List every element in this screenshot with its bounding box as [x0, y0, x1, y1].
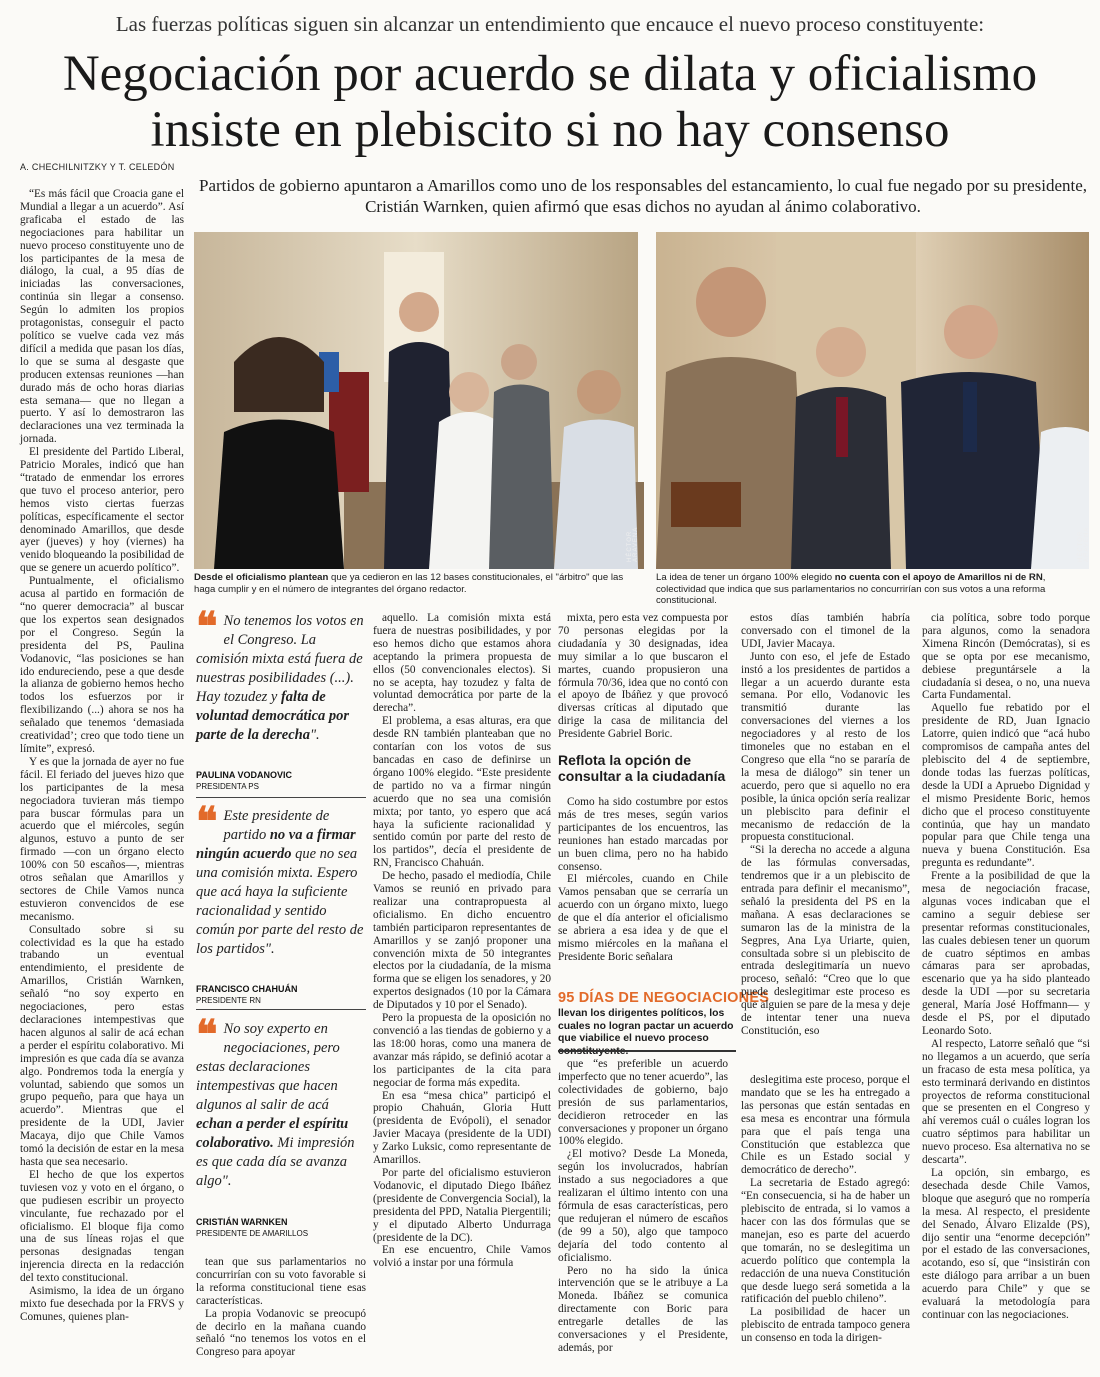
photo-right	[656, 232, 1089, 569]
article-paragraph: “Si la derecha no accede a alguna de las fórmulas conversadas, tendremos que ir a un plebiscito de entrada para definir el mecanismo”, señaló la presidenta del PS en la mañana. A esas declaraciones se sumaron las de la ministra de la Segpres, Ana Lya Uriarte, quien, consultada sobre si un plebiscito de entrada deslegitimaría un nuevo proceso, señaló: “Creo que lo que puede deslegitimar este proceso es que alguien se pare de la mesa y deje de intentar tener una nueva Constitución, eso	[741, 844, 910, 1037]
article-paragraph: La opción, sin embargo, es desechada desde Chile Vamos, bloque que aseguró que no rompería la mesa. Al respecto, el presidente del Senado, Álvaro Elizalde (PS), dijo sentir una “enorme decepción” por el estado de las conversaciones, acotando, eso sí, que “insistirán con este diálogo para arribar a un buen acuerdo para Chile” y que se evaluará la metodología para continuar con las negociaciones.	[922, 1166, 1090, 1321]
photo-left-caption-text: que ya cedieron en las 12 bases constitucionales, el "árbitro" que las haga cumplir y en el número de integrantes del órgano redactor.	[194, 572, 624, 595]
quote-name: PAULINA VODANOVIC	[196, 770, 293, 780]
photo-right-image	[656, 232, 1089, 569]
photo-right-credit: HÉCTOR ARAVENA	[1078, 526, 1090, 562]
quote-mark-icon: ❝	[196, 798, 218, 845]
article-paragraph: El miércoles, cuando en Chile Vamos pensaban que se cerraría un acuerdo con un órgano mixto, luego de que el día anterior el oficialismo se abriera a esa idea y de que el mismo miércoles en la mañana el Presidente Boric señalara	[558, 873, 728, 963]
article-paragraph: De hecho, pasado el mediodía, Chile Vamos se reunió en privado para realizar una contrapropuesta al oficialismo. En dicho encuentro también participaron representantes de Amarillos y se zanjó proponer una convención mixta de 50 integrantes electos por la ciudadanía, de la misma forma que se eligen los senadores, y 20 expertos designados (10 por la Cámara de Diputados y 10 por el Senado).	[373, 870, 551, 1012]
quote-chahuan	[196, 798, 366, 959]
article-paragraph: Pero la propuesta de la oposición no convenció a las tiendas de gobierno y a las 18:00 horas, como una manera de avanzar más rápido, se definió acotar a los participantes de la cita para negociar de forma más expedita.	[373, 1012, 551, 1089]
photo-left-image	[194, 232, 638, 569]
byline: A. CHECHILNITZKY Y T. CELEDÓN	[20, 162, 175, 172]
article-paragraph: ¿El motivo? Desde La Moneda, según los involucrados, habrían instado a sus negociadores a que realizaran el último intento con una fórmula de esas características, pero que redujeran el número de escaños (de 99 a 50), algo que tampoco dejaría del todo contento al oficialismo.	[558, 1148, 728, 1264]
deck: Partidos de gobierno apuntaron a Amarillos como uno de los responsables del estancamiento, lo cual fue negado por su presidente, Cristián Warnken, quien afirmó que esas dichos no ayudan al ánimo colaborativo.	[198, 176, 1088, 216]
article-paragraph: El problema, a esas alturas, era que desde RN también planteaban que no contarían con los votos de sus bancadas en caso de definirse un órgano 100% elegido. “Este presidente de partido no va a firmar ningún acuerdo que no sea una comisión mixta; por tanto, yo espero que acá haya la suficiente racionalidad y sentido común por parte del resto de los partidos”, decía el presidente de RN, Francisco Chahuán.	[373, 715, 551, 870]
photo-right-caption-pre: La idea de tener un órgano 100% elegido	[656, 572, 835, 583]
quote-vodanovic	[196, 603, 366, 745]
quote-divider	[196, 797, 366, 798]
article-column-3	[373, 612, 551, 1370]
quote-name: CRISTIÁN WARNKEN	[196, 1217, 288, 1227]
article-paragraph: cia política, sobre todo porque para algunos, como la senadora Ximena Rincón (Demócratas), si es que se opta por ese mecanismo, debiese preguntársele a la ciudadanía si desea, o no, una nueva Carta Fundamental.	[922, 612, 1090, 702]
article-column-4-bottom	[558, 1058, 728, 1370]
photo-left-caption-bold: Desde el oficialismo plantean	[194, 572, 329, 583]
article-column-4-top	[558, 612, 728, 748]
article-column-4-mid	[558, 796, 728, 980]
article-paragraph: deslegitima este proceso, porque el mandato que se les ha entregado a las personas que están sentadas en esa mesa es encontrar una fórmula para que el país tenga una Constitución que establezca que Chile es un Estado social y democrático de derecho”.	[741, 1074, 910, 1177]
article-paragraph: mixta, pero esta vez compuesta por 70 personas elegidas por la ciudadanía y 30 designadas, idea muy similar a lo que buscaron el martes, cuando propusieron una fórmula 70/36, idea que no contó con el apoyo de Ibáñez y que provocó diversas críticas al diputado que dirige la casa de militancia del Presidente Gabriel Boric.	[558, 612, 728, 741]
quote-mark-icon: ❝	[196, 1011, 218, 1058]
stat-box-title: 95 DÍAS DE NEGOCIACIONES	[558, 990, 770, 1006]
article-paragraph: Por parte del oficialismo estuvieron Vodanovic, el diputado Diego Ibáñez (presidente de Convergencia Social), la presidenta del PPD, Natalia Piergentili; y el diputado Alberto Undurraga (presidente de la DC).	[373, 1166, 551, 1244]
quote-attribution	[196, 1217, 366, 1239]
quote-attribution	[196, 770, 366, 792]
photo-left-credit: HÉCTOR ARAVENA	[627, 526, 639, 562]
article-paragraph: Al respecto, Latorre señaló que “si no llegamos a un acuerdo, que sería un fracaso de esta mesa política, ya esto terminará derivando en distintos proyectos de reforma constitucional que se presenten en el Congreso y ahí veremos cuál o cuáles logran los cuatro séptimos para habilitar un nuevo proceso. Esa alternativa no se descarta”.	[922, 1037, 1090, 1167]
article-paragraph: Pero no ha sido la única intervención que se le atribuye a La Moneda. Ibáñez se comunica directamente con Boric para entregarle detalles de las conversaciones y el Presidente, además, por	[558, 1264, 728, 1354]
article-paragraph: Frente a la posibilidad de que la mesa de negociación fracase, algunas voces indicaban que el camino a seguir debiese ser presentar reformas constitucionales, las cuales debiesen tener un quorum de cuatro séptimos en ambas cámaras para ser aprobadas, escenario que ya ha sido planteado desde la UDI —por su secretaria general, María José Hoffmann— y desde el PS, por el diputado Leonardo Soto.	[922, 870, 1090, 1037]
article-paragraph: tean que sus parlamentarios no concurrirían con su voto favorable si la reforma constitucional tiene esas características.	[196, 1256, 366, 1307]
quote-text-end: Mi impresión es que cada día se avanza algo".	[196, 1135, 355, 1189]
quote-text-bold: no va a firmar ningún acuerdo	[196, 827, 356, 862]
quote-text: Este presidente de partido	[223, 808, 330, 843]
article-paragraph: El presidente del Partido Liberal, Patricio Morales, indicó que han “tratado de enmendar los errores que tuvo el proceso anterior, pero hemos visto ciertas fuerzas políticas, específicamente el sector denominado Amarillos, que desde ayer (jueves) y hoy (viernes) ha venido bloqueando la posibilidad de que se genere un acuerdo político”.	[20, 446, 184, 575]
article-paragraph: “Es más fácil que Croacia gane el Mundial a llegar a un acuerdo”. Así graficaba el estado de las negociaciones para habilitar un nuevo proceso constituyente uno de los participantes de la mesa de diálogo, la cual, a 95 días de iniciadas las conversaciones, continúa sin llegar a consenso. Según lo admiten los propios protagonistas, conseguir el pacto político se vuelve cada vez más difícil a medida que pasan los días, lo que se suma al desgaste que producen extensas reuniones —han durado más de ocho horas diarias esta semana— que no llegan a puerto. Y así lo demostraron las declaraciones una vez terminada la jornada.	[20, 188, 184, 446]
quote-text: No soy experto en negociaciones, pero estas declaraciones intempestivas que hacen algunos al salir de acá	[196, 1021, 340, 1113]
headline-line-2: insiste en plebiscito si no hay consenso	[150, 102, 950, 158]
article-paragraph: estos días también habría conversado con el timonel de la UDI, Javier Macaya.	[741, 612, 910, 650]
photo-right-caption	[656, 572, 1089, 607]
article-paragraph: El hecho de que los expertos tuviesen voz y voto en el órgano, o que pudiesen escribir un proyecto vinculante, fue rechazado por el oficialismo. El bloque fija como una de sus líneas rojas el que personas designadas tengan injerencia directa en la redacción del texto constitucional.	[20, 1168, 184, 1285]
quote-role: PRESIDENTA PS	[196, 782, 259, 791]
article-paragraph: Puntualmente, el oficialismo acusa al partido en formación de “no querer democracia” al buscar que los expertos sean designados por el Congreso. Según la presidenta del PS, Paulina Vodanovic, “las posiciones se han ido endureciendo, pese a que desde la alianza de gobierno hemos hecho todos los esfuerzos por ir flexibilizando (...) ahora se nos ha señalado que tenemos ‘demasiada creatividad’; creo que todo tiene un límite”, expresó.	[20, 575, 184, 755]
photo-left	[194, 232, 638, 569]
kicker: Las fuerzas políticas siguen sin alcanzar un entendimiento que encauce el nuevo proceso constituyente:	[115, 12, 985, 36]
headline-line-1: Negociación por acuerdo se dilata y oficialismo	[62, 46, 1038, 102]
photo-left-caption	[194, 572, 638, 595]
stat-box-text: llevan los dirigentes políticos, los cuales no logran pactar un acuerdo que viabilice el nuevo proceso	[558, 1008, 734, 1044]
quote-role: PRESIDENTE RN	[196, 996, 261, 1005]
article-column-5-top	[741, 612, 910, 1074]
article-paragraph: que “es preferible un acuerdo imperfecto que no tener acuerdo”, las colectividades de gobierno, bajo presión de sus parlamentarios, decidieron retroceder en las conversaciones y proponer un órgano 100% elegido.	[558, 1058, 728, 1148]
quote-role: PRESIDENTE DE AMARILLOS	[196, 1229, 309, 1238]
quote-mark-icon: ❝	[196, 603, 218, 650]
article-paragraph: La posibilidad de hacer un plebiscito de entrada tampoco genera un consenso en toda la dirigen-	[741, 1306, 910, 1345]
quote-text-bold: falta de voluntad democrática por parte de la derecha	[196, 689, 350, 743]
article-paragraph: En ese encuentro, Chile Vamos volvió a instar por una fórmula	[373, 1244, 551, 1270]
quote-attribution	[196, 984, 366, 1006]
quote-text-bold: echan a perder el espíritu colaborativo.	[196, 1116, 349, 1151]
quote-text-end: que no sea una comisión mixta. Espero que acá haya la suficiente racionalidad y sentido común por parte del resto de los partidos".	[196, 846, 364, 957]
quote-name: FRANCISCO CHAHUÁN	[196, 984, 298, 994]
article-column-2-bottom	[196, 1256, 366, 1370]
article-paragraph: Aquello fue rebatido por el presidente de RD, Juan Ignacio Latorre, quien indicó que “acá hubo compromisos de campaña antes del plebiscito del 4 de septiembre, donde todas las fuerzas políticas, desde la UDI a Apruebo Dignidad y el mismo Presidente Boric, hemos dicho que el proceso constituyente continúa, que hay un mandato popular para que Chile tenga una nueva y buena Constitución. Esa pregunta es redundante”.	[922, 702, 1090, 870]
quote-divider	[196, 1009, 366, 1010]
article-paragraph: Junto con eso, el jefe de Estado instó a los presidentes de partidos a llegar a un acuerdo durante esta semana. Por ello, Vodanovic les transmitió durante las conversaciones del viernes a los negociadores y al resto de los timoneles que no estaban en el Congreso que ella “no se pararía de la mesa de diálogo” sin tener un acuerdo, pero que si aquello no era posible, la única opción sería realizar un plebiscito para definir el mecanismo de redacción de la propuesta constitucional.	[741, 650, 910, 844]
headline	[0, 46, 1100, 158]
quote-warnken	[196, 1011, 366, 1191]
article-paragraph: La secretaria de Estado agregó: “En consecuencia, si ha de haber un plebiscito de entrada, si lo vamos a hacer con las dos fórmulas que se manejan, eso es parte del acuerdo que tomarán, no se deslegitima un acuerdo político que contempla la redacción de una nueva Constitución que desde luego será sometida a la ratificación del pueblo chileno”.	[741, 1177, 910, 1306]
photo-right-caption-bold: no cuenta con el apoyo de Amarillos ni de RN	[834, 572, 1043, 583]
article-paragraph: Asimismo, la idea de un órgano mixto fue desechada por la FRVS y Comunes, quienes plan-	[20, 1285, 184, 1323]
article-paragraph: La propia Vodanovic se preocupó de decirlo en la mañana cuando señaló “no tenemos los votos en el Congreso para apoyar	[196, 1307, 366, 1359]
quote-text: No tenemos los votos en el Congreso. La comisión mixta está fuera de nuestras posibilidades (...). Hay tozudez y	[196, 613, 364, 705]
article-paragraph: Y es que la jornada de ayer no fue fácil. El feriado del jueves hizo que los participantes de la mesa negociadora tuvieran más tiempo para buscar fórmulas para un acuerdo que el miércoles, según algunos, estuvo a punto de ser firmado —con un órgano electo 100% con 50 escaños—, mientras otros señalan que Amarillos y sectores de Chile Vamos nunca estuvieron convencidos de ese mecanismo.	[20, 755, 184, 923]
article-paragraph: aquello. La comisión mixta está fuera de nuestras posibilidades, y por eso hemos dicho que estamos ahora aceptando la primera propuesta de ellos (50 convencionales electos). Si no se acepta, hay tozudez y falta de voluntad democrática por parte de la derecha”.	[373, 612, 551, 715]
section-subhead: Reflota la opción de consultar a la ciudadanía	[558, 752, 726, 784]
stat-box-rule	[558, 1050, 736, 1052]
article-paragraph: Consultado sobre si su colectividad es la que ha estado trabando un eventual entendimiento, el presidente de Amarillos, Cristián Warnken, señaló “no soy experto en negociaciones, pero estas declaraciones intempestivas que hacen algunos al salir de acá echan a perder el espíritu colaborativo. Mi impresión es que cada día se avanza algo. Pondremos toda la energía y voluntad, sabiendo que somos un grupo pequeño, para que haya un acuerdo”. Mientras que el presidente de la UDI, Javier Macaya, dijo que Chile Vamos tomó la decisión de estar en la mesa hasta que sea necesario.	[20, 923, 184, 1168]
article-paragraph: Como ha sido costumbre por estos más de tres meses, según varios participantes de los encuentros, las reuniones han estado marcadas por un buen clima, pero no ha habido consenso.	[558, 796, 728, 873]
article-column-1	[20, 188, 184, 1370]
article-column-6	[922, 612, 1090, 1370]
quote-text-end: ".	[309, 727, 320, 743]
article-paragraph: En esa “mesa chica” participó el propio Chahuán, Gloria Hutt (presidenta de Evópoli), el senador Javier Macaya (presidente de la UDI) y Zarko Luksic, como representante de Amarillos.	[373, 1089, 551, 1167]
article-column-5-bottom	[741, 1074, 910, 1370]
photo-right-caption-text: , colectividad que indica que sus parlamentarios no concurrirían con sus votos a una reforma constitucional.	[656, 572, 1046, 606]
